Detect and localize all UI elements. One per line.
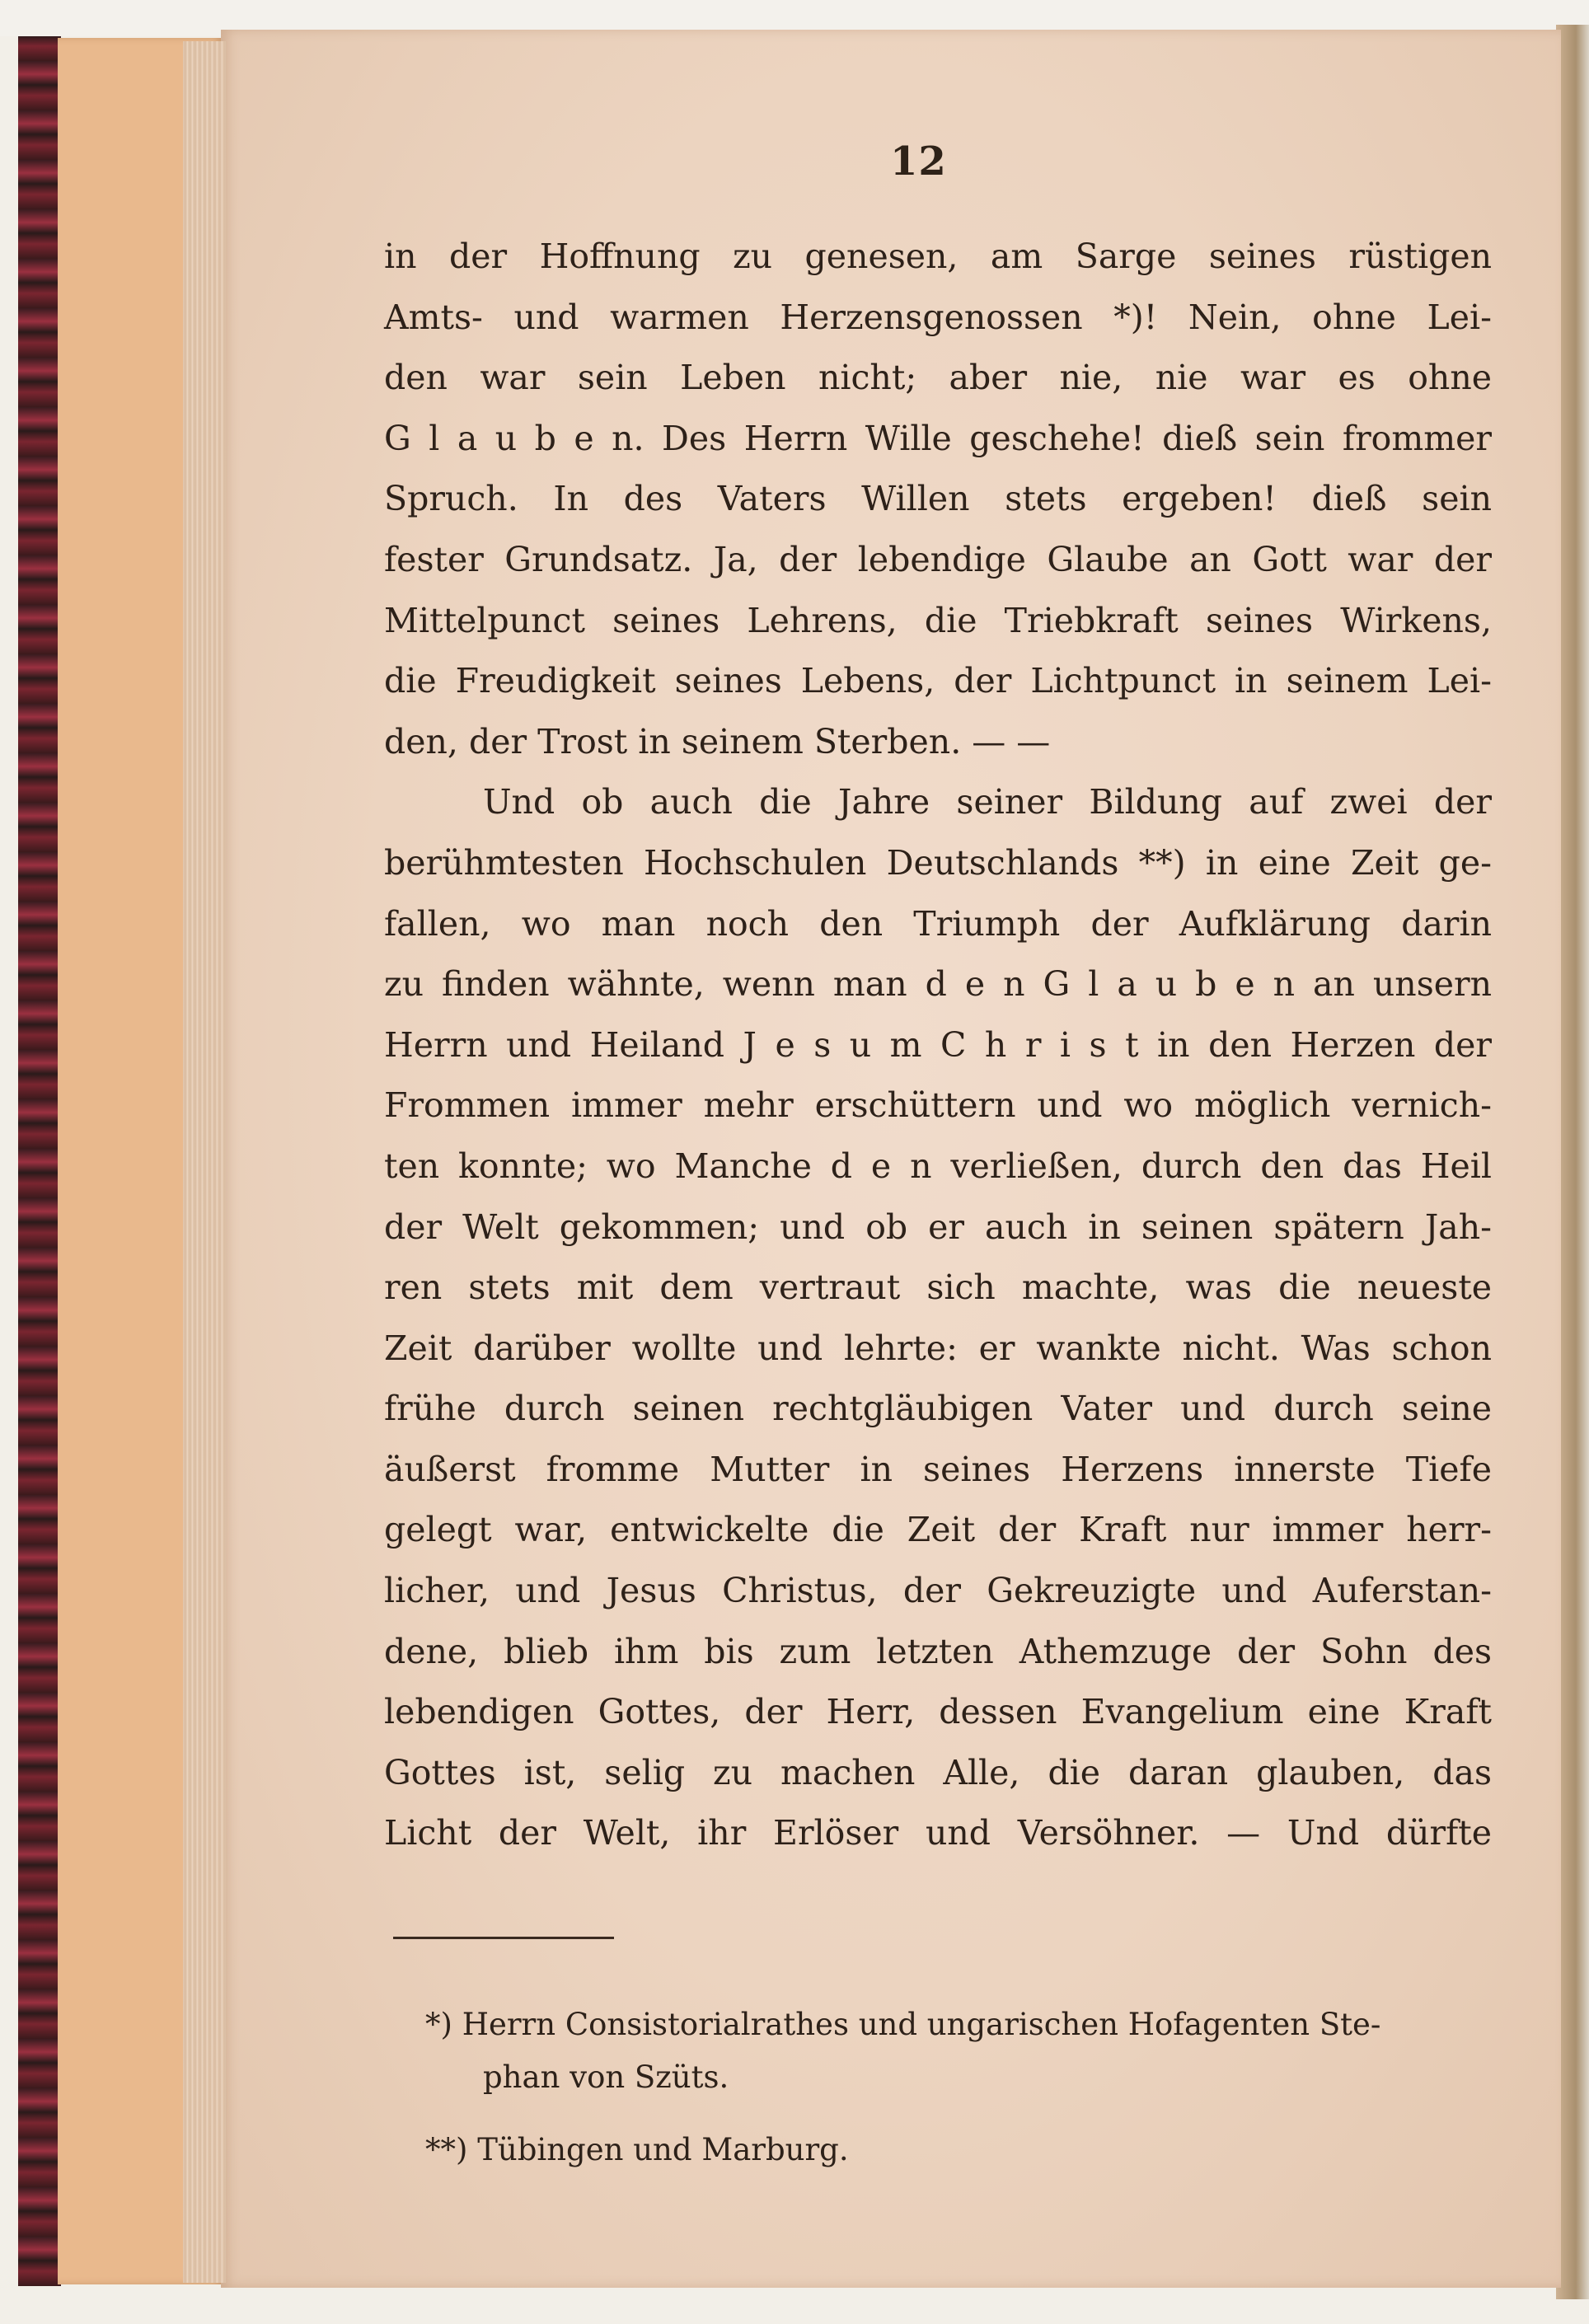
- text-line: die Freudigkeit seines Lebens, der Lichtpunct in seinem Lei-: [384, 661, 1492, 701]
- footnote-continuation: phan von Szüts.: [483, 2059, 729, 2095]
- text-line: der Welt gekommen; und ob er auch in seinen spätern Jah-: [384, 1207, 1492, 1247]
- page-right-edge: [1556, 25, 1589, 2299]
- text-line: fester Grundsatz. Ja, der lebendige Glaube an Gott war der: [384, 539, 1492, 579]
- text-line: Mittelpunct seines Lehrens, die Triebkraft seines Wirkens,: [384, 600, 1492, 640]
- text-line: dene, blieb ihm bis zum letzten Athemzuge der Sohn des: [384, 1631, 1492, 1671]
- text-line: berühmtesten Hochschulen Deutschlands **) in eine Zeit ge-: [384, 842, 1492, 883]
- footnote: *) Herrn Consistorialrathes und ungarischen Hofagenten Ste-: [425, 2007, 1381, 2042]
- text-line: Spruch. In des Vaters Willen stets ergeben! dieß sein: [384, 479, 1492, 519]
- text-line: Zeit darüber wollte und lehrte: er wankte nicht. Was schon: [384, 1328, 1492, 1368]
- text-line: den, der Trost in seinem Sterben. — —: [384, 721, 1051, 761]
- footnotes: [425, 1998, 1497, 2176]
- text-line: Frommen immer mehr erschüttern und wo möglich vernich-: [384, 1085, 1492, 1126]
- text-line: zu finden wähnte, wenn man d e n G l a u b e n an unsern: [384, 964, 1492, 1005]
- text-line: ren stets mit dem vertraut sich machte, was die neueste: [384, 1267, 1492, 1308]
- text-line: frühe durch seinen rechtgläubigen Vater und durch seine: [384, 1389, 1492, 1429]
- page-edges: [183, 41, 226, 2283]
- body-text: [384, 227, 1492, 1864]
- text-line: G l a u b e n. Des Herrn Wille geschehe! dieß sein frommer: [384, 418, 1492, 458]
- footnote-divider: [393, 1937, 614, 1939]
- text-line: ten konnte; wo Manche d e n verließen, durch den das Heil: [384, 1146, 1492, 1186]
- text-line: Amts- und warmen Herzensgenossen *)! Nein, ohne Lei-: [384, 297, 1492, 337]
- text-line: Herrn und Heiland J e s u m C h r i s t in den Herzen der: [384, 1024, 1492, 1065]
- text-line: Gottes ist, selig zu machen Alle, die daran glauben, das: [384, 1752, 1492, 1792]
- page-number: 12: [890, 138, 947, 185]
- footnote: **) Tübingen und Marburg.: [425, 2132, 849, 2167]
- text-line: fallen, wo man noch den Triumph der Aufklärung darin: [384, 903, 1492, 944]
- book-binding: [18, 36, 61, 2286]
- text-line: Licht der Welt, ihr Erlöser und Versöhner. — Und dürfte: [384, 1813, 1492, 1853]
- text-line: gelegt war, entwickelte die Zeit der Kraft nur immer herr-: [384, 1510, 1492, 1550]
- text-line: licher, und Jesus Christus, der Gekreuzigte und Auferstan-: [384, 1571, 1492, 1611]
- text-line: äußerst fromme Mutter in seines Herzens innerste Tiefe: [384, 1449, 1492, 1489]
- text-line: in der Hoffnung zu genesen, am Sarge seines rüstigen: [384, 237, 1492, 276]
- text-line: den war sein Leben nicht; aber nie, nie war es ohne: [384, 358, 1492, 398]
- text-line: lebendigen Gottes, der Herr, dessen Evangelium eine Kraft: [384, 1692, 1492, 1732]
- text-line: Und ob auch die Jahre seiner Bildung auf zwei der: [483, 782, 1492, 822]
